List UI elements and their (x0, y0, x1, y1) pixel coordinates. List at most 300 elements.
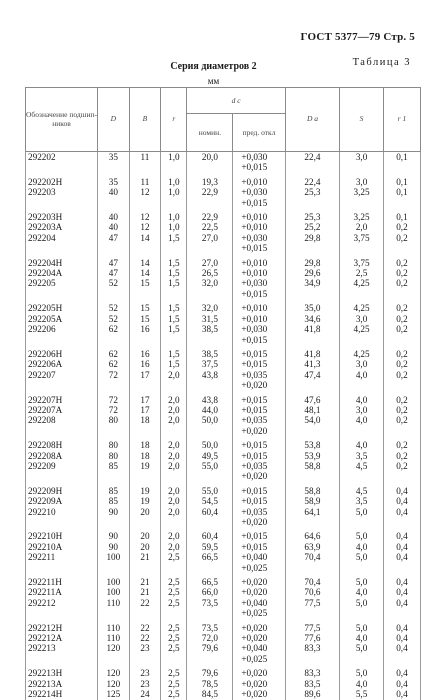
cell-Da: 70,6 (285, 587, 340, 597)
cell-r1: 0,2 (383, 314, 420, 324)
cell-n (187, 608, 233, 618)
table-row (26, 278, 421, 288)
cell-r1: 0,2 (383, 395, 420, 405)
table-row (26, 623, 421, 633)
cell-Da: 29,8 (285, 233, 340, 243)
cell-B: 11 (129, 177, 161, 187)
cell-Da: 83,5 (285, 679, 340, 689)
cell-r: 1,5 (161, 303, 187, 313)
cell-S (340, 162, 384, 172)
cell-Da: 77,5 (285, 598, 340, 608)
cell-S: 5,0 (340, 552, 384, 562)
cell-B: 19 (129, 461, 161, 471)
cell-Da: 34,6 (285, 314, 340, 324)
cell-r: 2,0 (161, 486, 187, 496)
col-r: r (161, 88, 187, 152)
cell-B: 18 (129, 440, 161, 450)
cell-S: 4,5 (340, 461, 384, 471)
cell-d: 292206 (26, 324, 98, 334)
cell-n: 73,5 (187, 623, 233, 633)
cell-t: +0,015 (233, 542, 285, 552)
table-row (26, 679, 421, 689)
cell-d (26, 608, 98, 618)
cell-r1 (383, 243, 420, 253)
cell-n: 49,5 (187, 451, 233, 461)
cell-d: 292202Н (26, 177, 98, 187)
cell-D: 90 (98, 531, 130, 541)
cell-S (340, 289, 384, 299)
cell-n: 19,3 (187, 177, 233, 187)
cell-B (129, 162, 161, 172)
table-row (26, 162, 421, 172)
cell-d: 292213 (26, 643, 98, 653)
table-row (26, 461, 421, 471)
cell-d (26, 380, 98, 390)
cell-t: +0,010 (233, 258, 285, 268)
cell-D: 90 (98, 507, 130, 517)
cell-d: 292204Н (26, 258, 98, 268)
cell-Da: 34,9 (285, 278, 340, 288)
cell-r: 1,5 (161, 349, 187, 359)
cell-r1: 0,2 (383, 451, 420, 461)
cell-S (340, 243, 384, 253)
cell-B: 20 (129, 542, 161, 552)
cell-Da (285, 471, 340, 481)
cell-d: 292203 (26, 187, 98, 197)
cell-Da: 70,4 (285, 552, 340, 562)
cell-r1 (383, 335, 420, 345)
cell-d (26, 471, 98, 481)
cell-d (26, 162, 98, 172)
cell-d: 292204А (26, 268, 98, 278)
cell-r: 2,0 (161, 496, 187, 506)
cell-Da: 64,6 (285, 531, 340, 541)
cell-d: 292210 (26, 507, 98, 517)
table-row (26, 349, 421, 359)
cell-B: 21 (129, 587, 161, 597)
cell-r1: 0,4 (383, 587, 420, 597)
table-row (26, 440, 421, 450)
cell-D (98, 563, 130, 573)
cell-r1 (383, 471, 420, 481)
cell-D: 85 (98, 461, 130, 471)
cell-d: 292206Н (26, 349, 98, 359)
cell-B (129, 426, 161, 436)
cell-B: 20 (129, 507, 161, 517)
col-tolerance: пред. откл (233, 114, 285, 152)
cell-B (129, 563, 161, 573)
cell-t: +0,025 (233, 608, 285, 618)
cell-n (187, 243, 233, 253)
cell-Da (285, 517, 340, 527)
cell-r1: 0,1 (383, 212, 420, 222)
cell-B (129, 243, 161, 253)
cell-Da: 83,3 (285, 668, 340, 678)
cell-n: 55,0 (187, 461, 233, 471)
cell-n (187, 426, 233, 436)
cell-Da: 77,5 (285, 623, 340, 633)
table-row (26, 552, 421, 562)
cell-t: +0,015 (233, 359, 285, 369)
cell-r (161, 198, 187, 208)
cell-r: 1,0 (161, 222, 187, 232)
cell-d: 292208Н (26, 440, 98, 450)
table-row (26, 598, 421, 608)
cell-Da: 41,3 (285, 359, 340, 369)
cell-Da: 41,8 (285, 324, 340, 334)
cell-B: 19 (129, 496, 161, 506)
cell-r: 2,5 (161, 668, 187, 678)
cell-n: 59,5 (187, 542, 233, 552)
cell-S: 4,25 (340, 278, 384, 288)
cell-B: 16 (129, 349, 161, 359)
table-row (26, 370, 421, 380)
table-row (26, 177, 421, 187)
cell-Da: 22,4 (285, 177, 340, 187)
cell-D: 100 (98, 577, 130, 587)
cell-D: 72 (98, 405, 130, 415)
cell-r: 2,0 (161, 451, 187, 461)
cell-B: 15 (129, 314, 161, 324)
col-S: S (340, 88, 384, 152)
table-row (26, 531, 421, 541)
table-row (26, 258, 421, 268)
cell-n: 55,0 (187, 486, 233, 496)
cell-n: 43,8 (187, 370, 233, 380)
cell-t: +0,040 (233, 552, 285, 562)
cell-r1 (383, 608, 420, 618)
cell-t: +0,020 (233, 587, 285, 597)
cell-r: 2,0 (161, 507, 187, 517)
cell-S: 5,0 (340, 643, 384, 653)
cell-d: 292210А (26, 542, 98, 552)
cell-B (129, 608, 161, 618)
cell-D: 125 (98, 689, 130, 699)
cell-t: +0,035 (233, 461, 285, 471)
cell-n: 44,0 (187, 405, 233, 415)
cell-Da (285, 289, 340, 299)
cell-r1: 0,1 (383, 177, 420, 187)
cell-S: 4,0 (340, 679, 384, 689)
cell-D: 80 (98, 440, 130, 450)
cell-r (161, 654, 187, 664)
cell-t: +0,020 (233, 679, 285, 689)
cell-S: 5,5 (340, 689, 384, 699)
cell-t: +0,030 (233, 152, 285, 163)
cell-t: +0,010 (233, 268, 285, 278)
cell-Da: 53,8 (285, 440, 340, 450)
cell-D: 85 (98, 496, 130, 506)
cell-r1 (383, 563, 420, 573)
cell-n (187, 162, 233, 172)
cell-S: 4,0 (340, 633, 384, 643)
cell-t: +0,020 (233, 668, 285, 678)
table-row (26, 451, 421, 461)
table-row (26, 517, 421, 527)
cell-D: 35 (98, 152, 130, 163)
cell-n (187, 289, 233, 299)
cell-d: 292202 (26, 152, 98, 163)
table-row (26, 243, 421, 253)
cell-r: 1,5 (161, 258, 187, 268)
cell-D (98, 289, 130, 299)
cell-n: 73,5 (187, 598, 233, 608)
cell-Da: 58,8 (285, 461, 340, 471)
cell-r (161, 289, 187, 299)
cell-D: 62 (98, 324, 130, 334)
cell-t: +0,035 (233, 415, 285, 425)
cell-S: 3,0 (340, 152, 384, 163)
cell-Da: 29,6 (285, 268, 340, 278)
cell-D (98, 608, 130, 618)
cell-D: 40 (98, 187, 130, 197)
cell-r1: 0,4 (383, 496, 420, 506)
cell-D: 80 (98, 415, 130, 425)
cell-n: 27,0 (187, 233, 233, 243)
cell-D (98, 517, 130, 527)
cell-B: 14 (129, 268, 161, 278)
cell-t: +0,010 (233, 314, 285, 324)
cell-t: +0,015 (233, 162, 285, 172)
table-row (26, 395, 421, 405)
cell-r1 (383, 198, 420, 208)
cell-n (187, 335, 233, 345)
cell-r: 2,5 (161, 598, 187, 608)
cell-S: 3,5 (340, 451, 384, 461)
cell-S: 5,0 (340, 598, 384, 608)
cell-B: 22 (129, 633, 161, 643)
cell-D: 52 (98, 314, 130, 324)
cell-r: 2,5 (161, 577, 187, 587)
cell-n: 32,0 (187, 303, 233, 313)
cell-r: 1,5 (161, 324, 187, 334)
table-row (26, 668, 421, 678)
cell-r1: 0,4 (383, 668, 420, 678)
cell-D: 47 (98, 233, 130, 243)
cell-t: +0,010 (233, 212, 285, 222)
table-row (26, 289, 421, 299)
cell-B: 14 (129, 233, 161, 243)
cell-S: 4,0 (340, 542, 384, 552)
cell-B: 20 (129, 531, 161, 541)
cell-S: 3,25 (340, 187, 384, 197)
cell-Da (285, 608, 340, 618)
cell-r (161, 162, 187, 172)
cell-n: 84,5 (187, 689, 233, 699)
page-header: ГОСТ 5377—79 Стр. 5 (300, 31, 415, 43)
cell-D: 90 (98, 542, 130, 552)
cell-S (340, 517, 384, 527)
cell-D: 52 (98, 303, 130, 313)
cell-t: +0,015 (233, 349, 285, 359)
cell-D: 52 (98, 278, 130, 288)
cell-d: 292210Н (26, 531, 98, 541)
table-row (26, 643, 421, 653)
cell-d: 292213Н (26, 668, 98, 678)
cell-B: 23 (129, 679, 161, 689)
cell-D (98, 243, 130, 253)
cell-r (161, 517, 187, 527)
cell-r (161, 608, 187, 618)
cell-n: 38,5 (187, 349, 233, 359)
cell-t: +0,015 (233, 335, 285, 345)
cell-S: 4,5 (340, 486, 384, 496)
cell-n: 43,8 (187, 395, 233, 405)
cell-S (340, 335, 384, 345)
cell-D (98, 162, 130, 172)
cell-D: 120 (98, 679, 130, 689)
cell-B: 12 (129, 212, 161, 222)
cell-Da: 47,6 (285, 395, 340, 405)
cell-B: 17 (129, 395, 161, 405)
table-row (26, 212, 421, 222)
cell-d: 292203Н (26, 212, 98, 222)
cell-B: 12 (129, 222, 161, 232)
cell-S: 3,0 (340, 359, 384, 369)
cell-d (26, 198, 98, 208)
cell-r1: 0,4 (383, 542, 420, 552)
bearing-table (25, 87, 421, 700)
cell-r1 (383, 426, 420, 436)
cell-D (98, 426, 130, 436)
cell-t: +0,020 (233, 380, 285, 390)
cell-d: 292209 (26, 461, 98, 471)
cell-r1: 0,4 (383, 633, 420, 643)
cell-S: 4,25 (340, 324, 384, 334)
cell-d (26, 243, 98, 253)
cell-B: 21 (129, 552, 161, 562)
cell-S: 2,0 (340, 222, 384, 232)
cell-Da: 41,8 (285, 349, 340, 359)
cell-B: 21 (129, 577, 161, 587)
cell-n: 79,6 (187, 643, 233, 653)
cell-t: +0,025 (233, 654, 285, 664)
cell-r1 (383, 289, 420, 299)
cell-B (129, 517, 161, 527)
table-row (26, 496, 421, 506)
cell-r: 2,0 (161, 531, 187, 541)
cell-t: +0,015 (233, 405, 285, 415)
cell-B: 23 (129, 668, 161, 678)
cell-r1: 0,4 (383, 577, 420, 587)
cell-S: 4,0 (340, 395, 384, 405)
col-designation: Обозначение подшип-ников (26, 88, 98, 152)
cell-d: 292208А (26, 451, 98, 461)
cell-D: 110 (98, 633, 130, 643)
cell-r1: 0,1 (383, 187, 420, 197)
cell-r (161, 563, 187, 573)
cell-t: +0,010 (233, 222, 285, 232)
cell-t: +0,035 (233, 507, 285, 517)
cell-r1: 0,2 (383, 324, 420, 334)
cell-D: 62 (98, 349, 130, 359)
cell-d: 292207 (26, 370, 98, 380)
cell-n: 32,0 (187, 278, 233, 288)
cell-S: 5,0 (340, 577, 384, 587)
cell-D (98, 471, 130, 481)
cell-D: 40 (98, 222, 130, 232)
cell-D (98, 380, 130, 390)
cell-n: 31,5 (187, 314, 233, 324)
cell-Da: 64,1 (285, 507, 340, 517)
cell-d: 292212А (26, 633, 98, 643)
cell-r: 1,5 (161, 233, 187, 243)
cell-r: 2,5 (161, 623, 187, 633)
cell-n: 66,0 (187, 587, 233, 597)
cell-S: 4,0 (340, 370, 384, 380)
table-row (26, 415, 421, 425)
cell-d (26, 563, 98, 573)
cell-r (161, 335, 187, 345)
cell-n (187, 654, 233, 664)
col-nominal: номин. (187, 114, 233, 152)
cell-r1: 0,2 (383, 370, 420, 380)
cell-S: 3,75 (340, 258, 384, 268)
cell-r1: 0,2 (383, 359, 420, 369)
table-row (26, 426, 421, 436)
cell-r1 (383, 162, 420, 172)
cell-Da (285, 243, 340, 253)
cell-r1: 0,4 (383, 679, 420, 689)
table-body (26, 152, 421, 700)
cell-n: 38,5 (187, 324, 233, 334)
cell-S: 2,5 (340, 268, 384, 278)
cell-d: 292205Н (26, 303, 98, 313)
cell-n: 22,5 (187, 222, 233, 232)
cell-r1: 0,2 (383, 303, 420, 313)
cell-t: +0,020 (233, 426, 285, 436)
cell-S: 4,0 (340, 440, 384, 450)
cell-n: 54,5 (187, 496, 233, 506)
cell-r1: 0,4 (383, 643, 420, 653)
cell-n: 50,0 (187, 440, 233, 450)
cell-r1: 0,2 (383, 440, 420, 450)
cell-B: 16 (129, 324, 161, 334)
cell-d: 292212Н (26, 623, 98, 633)
cell-S (340, 426, 384, 436)
cell-B: 12 (129, 187, 161, 197)
cell-d: 292207А (26, 405, 98, 415)
cell-Da: 54,0 (285, 415, 340, 425)
cell-t: +0,020 (233, 623, 285, 633)
cell-r1: 0,2 (383, 405, 420, 415)
cell-t: +0,030 (233, 233, 285, 243)
cell-Da: 58,9 (285, 496, 340, 506)
cell-r: 2,0 (161, 415, 187, 425)
cell-n: 66,5 (187, 552, 233, 562)
cell-S: 3,0 (340, 405, 384, 415)
cell-t: +0,015 (233, 289, 285, 299)
table-row (26, 324, 421, 334)
cell-Da: 48,1 (285, 405, 340, 415)
table-row (26, 654, 421, 664)
cell-S (340, 563, 384, 573)
cell-n: 27,0 (187, 258, 233, 268)
cell-B: 23 (129, 643, 161, 653)
cell-n: 60,4 (187, 531, 233, 541)
cell-Da: 83,3 (285, 643, 340, 653)
cell-r: 2,0 (161, 370, 187, 380)
cell-B (129, 289, 161, 299)
cell-D: 120 (98, 643, 130, 653)
cell-Da (285, 426, 340, 436)
cell-Da: 25,3 (285, 187, 340, 197)
cell-S: 4,25 (340, 303, 384, 313)
cell-D: 62 (98, 359, 130, 369)
cell-d: 292209Н (26, 486, 98, 496)
table-row (26, 222, 421, 232)
cell-S: 4,25 (340, 349, 384, 359)
